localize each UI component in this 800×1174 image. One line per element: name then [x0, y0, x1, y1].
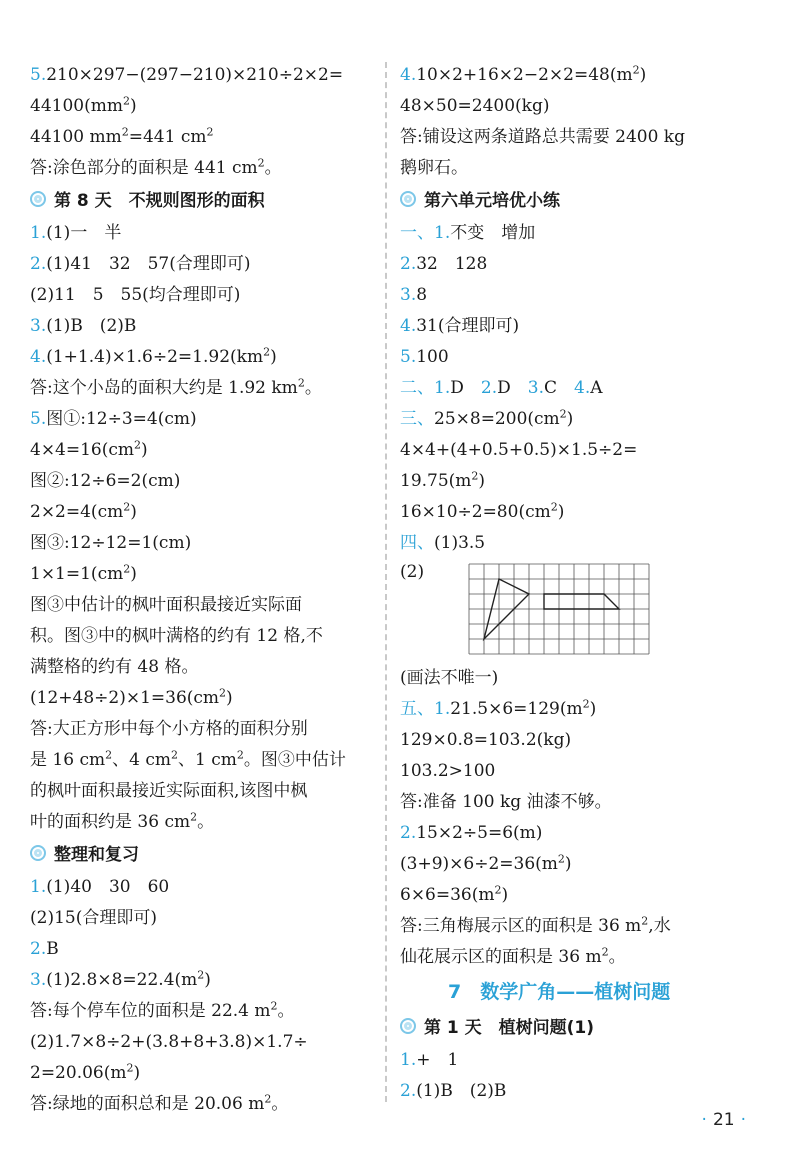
chapter-title	[400, 973, 750, 1011]
answer-text: 满整格的约有 48 格。	[30, 657, 199, 677]
answer-line	[400, 528, 750, 559]
answer-line	[30, 714, 375, 745]
answer-line	[30, 621, 375, 652]
answer-line	[30, 435, 375, 466]
item-number: 4.	[400, 65, 417, 85]
answer-text: 图③:12÷12=1(cm)	[30, 533, 192, 553]
item-number: 1.	[400, 1050, 417, 1070]
answer-text: D	[497, 378, 528, 398]
answer-text: (1)B (2)B	[416, 1081, 507, 1101]
answer-text: $19.75(m^2)$	[400, 469, 486, 491]
answer-line	[400, 497, 750, 528]
answer-text: 15×2÷5=6(m)	[416, 823, 543, 843]
answer-text: $(1+1.4)\times 1.6\div 2=1.92(km^2)$	[46, 345, 277, 367]
answer-text: 答:绿地的面积总和是 20.06 $m^2$。	[30, 1092, 289, 1114]
answer-text: 鹅卵石。	[400, 158, 468, 178]
answer-text: + 1	[416, 1050, 459, 1070]
answer-line	[30, 466, 375, 497]
answer-line	[30, 153, 375, 184]
answer-line	[30, 218, 375, 249]
section-title: 第六单元培优小练	[424, 191, 560, 211]
answer-text: 129×0.8=103.2(kg)	[400, 730, 572, 750]
answer-text: (2)1.7×8÷2+(3.8+8+3.8)×1.7÷	[30, 1032, 308, 1052]
item-number: 五、1.	[400, 699, 451, 719]
answer-text: $25\times 8=200(cm^2)$	[434, 407, 574, 429]
answer-text: 仙花展示区的面积是 36 $m^2$。	[400, 945, 626, 967]
answer-line	[30, 249, 375, 280]
answer-line	[400, 663, 750, 694]
answer-text: $10\times 2+16\times 2-2\times 2=48(m^2)$	[416, 63, 647, 85]
answer-text: C	[543, 378, 574, 398]
answer-line	[400, 466, 750, 497]
answer-text: $21.5\times 6=129(m^2)$	[450, 697, 597, 719]
answer-line	[400, 880, 750, 911]
answer-line	[30, 311, 375, 342]
item-number: 二、1.	[400, 378, 451, 398]
chapter-title-text: 7 数学广角——植树问题	[448, 981, 671, 1003]
answer-text: $(1)2.8\times 8=22.4(m^2)$	[46, 968, 211, 990]
answer-text: 8	[416, 285, 428, 305]
answer-text: 图②:12÷6=2(cm)	[30, 471, 181, 491]
answer-text: 4×4+(4+0.5+0.5)×1.5÷2=	[400, 440, 638, 460]
answer-text: (1)B (2)B	[46, 316, 137, 336]
answer-text: 答:涂色部分的面积是 441 $cm^2$。	[30, 156, 282, 178]
answer-line	[400, 942, 750, 973]
section-header	[30, 838, 375, 872]
answer-text: 叶的面积约是 36 $cm^2$。	[30, 810, 215, 832]
answer-line	[400, 694, 750, 725]
item-number: 2.	[400, 1081, 417, 1101]
answer-text: 答:三角梅展示区的面积是 36 $m^2$,水	[400, 914, 671, 936]
trapezoid-shape	[544, 594, 619, 609]
section-title: 第 8 天 不规则图形的面积	[54, 191, 265, 211]
circle-bullet-icon	[400, 191, 416, 207]
answer-text: 32 128	[416, 254, 488, 274]
answer-line	[400, 249, 750, 280]
item-number: 3.	[30, 316, 47, 336]
answer-text: 图③中估计的枫叶面积最接近实际面	[30, 595, 302, 615]
answer-line	[400, 787, 750, 818]
answer-text: (画法不唯一)	[400, 668, 499, 688]
answer-text: 答:准备 100 kg 油漆不够。	[400, 792, 612, 812]
item-number: 2.	[30, 254, 47, 274]
answer-line	[30, 934, 375, 965]
circle-bullet-icon	[30, 191, 46, 207]
answer-text: 的枫叶面积最接近实际面积,该图中枫	[30, 781, 308, 801]
answer-text: $(12+48\div 2)\times 1=36(cm^2)$	[30, 686, 233, 708]
answer-line	[400, 122, 750, 153]
answer-text: 是 16 $cm^2$、4 $cm^2$、1 $cm^2$。图③中估计	[30, 748, 346, 770]
answer-line	[30, 1027, 375, 1058]
item-number: 1.	[30, 877, 47, 897]
answer-line	[30, 807, 375, 838]
item-number: 3.	[527, 378, 544, 398]
answer-line	[30, 745, 375, 776]
answer-line	[30, 903, 375, 934]
answer-text: 积。图③中的枫叶满格的约有 12 格,不	[30, 626, 323, 646]
answer-line	[30, 280, 375, 311]
answer-text: 103.2>100	[400, 761, 496, 781]
item-number: 3.	[30, 970, 47, 990]
answer-text: D	[450, 378, 481, 398]
answer-text: 答:每个停车位的面积是 22.4 $m^2$。	[30, 999, 295, 1021]
answer-line	[400, 435, 750, 466]
circle-bullet-icon	[30, 845, 46, 861]
answer-line	[400, 280, 750, 311]
circle-bullet-icon	[400, 1018, 416, 1034]
answer-line	[400, 91, 750, 122]
item-number: 2.	[400, 823, 417, 843]
item-number: 三、	[400, 409, 434, 429]
column-divider	[385, 62, 387, 1102]
answer-line	[30, 559, 375, 590]
section-header	[400, 1011, 750, 1045]
answer-line	[400, 756, 750, 787]
answer-line	[30, 1058, 375, 1089]
answer-line	[400, 60, 750, 91]
section-title: 第 1 天 植树问题(1)	[424, 1018, 595, 1038]
answer-text: $(3+9)\times 6\div 2=36(m^2)$	[400, 852, 572, 874]
section-title: 整理和复习	[54, 845, 139, 865]
left-column	[30, 60, 375, 1120]
answer-line	[400, 218, 750, 249]
answer-line	[30, 404, 375, 435]
answer-line	[400, 311, 750, 342]
answer-text: 不变 增加	[450, 223, 536, 243]
answer-line	[30, 683, 375, 714]
page-number-text: 21	[712, 1110, 735, 1130]
answer-line	[30, 342, 375, 373]
answer-line	[400, 404, 750, 435]
answer-line	[30, 872, 375, 903]
answer-text: (2)15(合理即可)	[30, 908, 157, 928]
grid-drawing	[468, 563, 650, 655]
answer-text: A	[590, 378, 603, 398]
answer-line	[30, 91, 375, 122]
answer-text: $6\times 6=36(m^2)$	[400, 883, 509, 905]
answer-line	[400, 911, 750, 942]
answer-line	[30, 497, 375, 528]
answer-line	[30, 965, 375, 996]
answer-line	[400, 818, 750, 849]
answer-line	[400, 342, 750, 373]
item-number: 四、	[400, 533, 434, 553]
answer-line	[30, 122, 375, 153]
answer-text: $44100(mm^2)$	[30, 94, 137, 116]
answer-line	[400, 1045, 750, 1076]
answer-text: 答:这个小岛的面积大约是 1.92 $km^2$。	[30, 376, 322, 398]
answer-line	[30, 996, 375, 1027]
answer-text: (2)11 5 55(均合理即可)	[30, 285, 241, 305]
answer-line	[400, 849, 750, 880]
item-number: 5.	[30, 65, 47, 85]
answer-line	[30, 590, 375, 621]
answer-line	[30, 528, 375, 559]
answer-text: B	[46, 939, 59, 959]
answer-text: $16\times 10\div 2=80(cm^2)$	[400, 500, 565, 522]
answer-text: 48×50=2400(kg)	[400, 96, 550, 116]
grid-label: (2)	[400, 562, 425, 582]
answer-text: 210×297−(297−210)×210÷2×2=	[46, 65, 344, 85]
answer-line	[400, 725, 750, 756]
item-number: 1.	[30, 223, 47, 243]
answer-text: $4\times 4=16(cm^2)$	[30, 438, 148, 460]
answer-text: 44100 $mm^2=441$ $cm^2$	[30, 125, 214, 147]
answer-text: (1)3.5	[434, 533, 486, 553]
answer-line	[400, 153, 750, 184]
answer-line	[30, 373, 375, 404]
answer-text: 答:大正方形中每个小方格的面积分别	[30, 719, 308, 739]
section-header	[400, 184, 750, 218]
answer-text: (1)41 32 57(合理即可)	[46, 254, 251, 274]
answer-line	[30, 1089, 375, 1120]
answer-text: 图①:12÷3=4(cm)	[46, 409, 197, 429]
right-column	[400, 60, 750, 1107]
answer-text: 答:铺设这两条道路总共需要 2400 kg	[400, 127, 685, 147]
answer-line	[30, 776, 375, 807]
item-number: 5.	[400, 347, 417, 367]
item-number: 4.	[400, 316, 417, 336]
item-number: 2.	[400, 254, 417, 274]
section-header	[30, 184, 375, 218]
item-number: 5.	[30, 409, 47, 429]
item-number: 4.	[574, 378, 591, 398]
answer-text: (1)一 半	[46, 223, 122, 243]
item-number: 一、1.	[400, 223, 451, 243]
item-number: 2.	[480, 378, 498, 398]
answer-line	[400, 373, 750, 404]
answer-text: 31(合理即可)	[416, 316, 520, 336]
grid-figure-line	[400, 559, 750, 663]
answer-text: $2=20.06(m^2)$	[30, 1061, 141, 1083]
answer-line	[400, 1076, 750, 1107]
page-number: · 21 ·	[701, 1110, 746, 1130]
item-number: 4.	[30, 347, 47, 367]
answer-text: 100	[416, 347, 449, 367]
answer-text: $2\times 2=4(cm^2)$	[30, 500, 137, 522]
answer-text: $1\times 1=1(cm^2)$	[30, 562, 137, 584]
answer-line	[30, 60, 375, 91]
item-number: 3.	[400, 285, 417, 305]
answer-text: (1)40 30 60	[46, 877, 170, 897]
answer-line	[30, 652, 375, 683]
item-number: 2.	[30, 939, 47, 959]
